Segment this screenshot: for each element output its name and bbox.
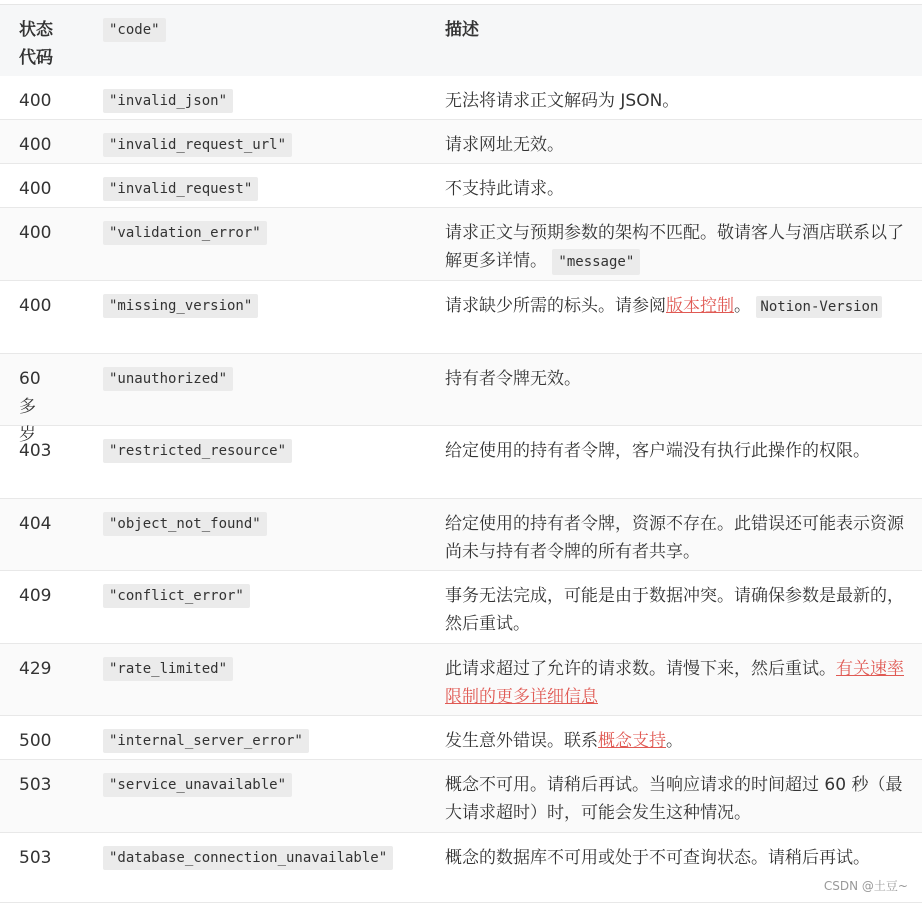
table-row <box>0 760 922 833</box>
description <box>426 76 922 119</box>
description <box>426 426 922 498</box>
table-row <box>0 571 922 644</box>
inline-code: "message" <box>552 249 640 275</box>
table-row <box>0 120 922 164</box>
status-code: 60多岁 <box>19 369 41 445</box>
error-code-cell <box>84 760 426 832</box>
table-row <box>0 833 922 903</box>
description-text: 持有者令牌无效。 <box>445 369 581 389</box>
description-text: 不支持此请求。 <box>445 179 564 199</box>
error-code: "service_unavailable" <box>103 773 292 797</box>
error-code: "invalid_request" <box>103 177 258 201</box>
description-link[interactable]: 版本控制 <box>666 296 734 316</box>
inline-code: Notion-Version <box>756 296 882 318</box>
error-code-cell <box>84 120 426 163</box>
error-code: "rate_limited" <box>103 657 233 681</box>
description-text: 无法将请求正文解码为 JSON。 <box>445 91 680 111</box>
status-code: 409 <box>19 586 52 606</box>
description <box>426 164 922 207</box>
description-link[interactable]: 概念支持 <box>598 731 666 751</box>
description <box>426 499 922 570</box>
status-code: 400 <box>19 223 52 243</box>
table-header-row <box>0 5 922 76</box>
description-text-suffix: 。 <box>734 296 751 316</box>
error-code-cell <box>84 499 426 570</box>
status-code: 404 <box>19 514 52 534</box>
description-text: 概念的数据库不可用或处于不可查询状态。请稍后再试。 <box>445 848 870 868</box>
table-row <box>0 354 922 445</box>
error-code: "database_connection_unavailable" <box>103 846 393 870</box>
table-row <box>0 76 922 120</box>
status-code: 503 <box>19 775 52 795</box>
description <box>426 354 922 425</box>
description <box>426 716 922 759</box>
error-code-cell <box>84 354 426 425</box>
status-code: 500 <box>19 731 52 751</box>
status-code: 400 <box>19 179 52 199</box>
description <box>426 644 922 715</box>
error-code: "object_not_found" <box>103 512 267 536</box>
status-code: 400 <box>19 296 52 316</box>
table-row <box>0 644 922 716</box>
header-code <box>84 5 426 76</box>
header-description: 描述 <box>445 20 479 40</box>
description-text: 请求缺少所需的标头。请参阅 <box>445 296 666 316</box>
description <box>426 760 922 832</box>
error-code-cell <box>84 164 426 207</box>
description-text: 给定使用的持有者令牌，客户端没有执行此操作的权限。 <box>445 441 870 461</box>
table-row <box>0 164 922 208</box>
description <box>426 281 922 353</box>
error-code: "invalid_json" <box>103 89 233 113</box>
error-codes-table <box>0 4 922 903</box>
status-code: 400 <box>19 135 52 155</box>
error-code-cell <box>84 208 426 280</box>
description-text: 发生意外错误。联系 <box>445 731 598 751</box>
error-code: "validation_error" <box>103 221 267 245</box>
table-row <box>0 499 922 571</box>
table-row <box>0 208 922 281</box>
description-text: 请求网址无效。 <box>445 135 564 155</box>
description <box>426 120 922 163</box>
table-row <box>0 281 922 354</box>
table-row <box>0 716 922 760</box>
error-code: "conflict_error" <box>103 584 250 608</box>
description-text: 请求正文与预期参数的架构不匹配。敬请客人与酒店联系以了解更多详情。 <box>445 223 904 271</box>
error-code: "missing_version" <box>103 294 258 318</box>
status-code: 403 <box>19 441 52 461</box>
description-link[interactable]: 有关速率限制的更多详细信息 <box>445 659 904 707</box>
description-text-suffix: 。 <box>666 731 683 751</box>
status-code: 400 <box>19 91 52 111</box>
header-status <box>0 5 84 76</box>
table-row <box>0 426 922 499</box>
error-code: "unauthorized" <box>103 367 233 391</box>
error-code: "restricted_resource" <box>103 439 292 463</box>
error-code-cell <box>84 426 426 498</box>
error-code-cell <box>84 76 426 119</box>
description <box>426 208 922 280</box>
error-code-cell <box>84 644 426 715</box>
error-code-cell <box>84 833 426 902</box>
description-text: 概念不可用。请稍后再试。当响应请求的时间超过 60 秒（最大请求超时）时，可能会发生这种情况。 <box>445 775 903 823</box>
status-code: 503 <box>19 848 52 868</box>
header-status-label: 状态代码 <box>19 20 53 68</box>
error-code: "invalid_request_url" <box>103 133 292 157</box>
error-code: "internal_server_error" <box>103 729 309 753</box>
watermark: CSDN @土豆~ <box>823 879 908 893</box>
error-code-cell <box>84 571 426 643</box>
header-code-label: "code" <box>103 18 166 42</box>
error-code-cell <box>84 281 426 353</box>
status-code: 429 <box>19 659 52 679</box>
description-text: 此请求超过了允许的请求数。请慢下来，然后重试。 <box>445 659 836 679</box>
description <box>426 571 922 643</box>
description-text: 事务无法完成，可能是由于数据冲突。请确保参数是最新的，然后重试。 <box>445 586 904 634</box>
description-text: 给定使用的持有者令牌，资源不存在。此错误还可能表示资源尚未与持有者令牌的所有者共享。 <box>445 514 904 562</box>
error-code-cell <box>84 716 426 759</box>
